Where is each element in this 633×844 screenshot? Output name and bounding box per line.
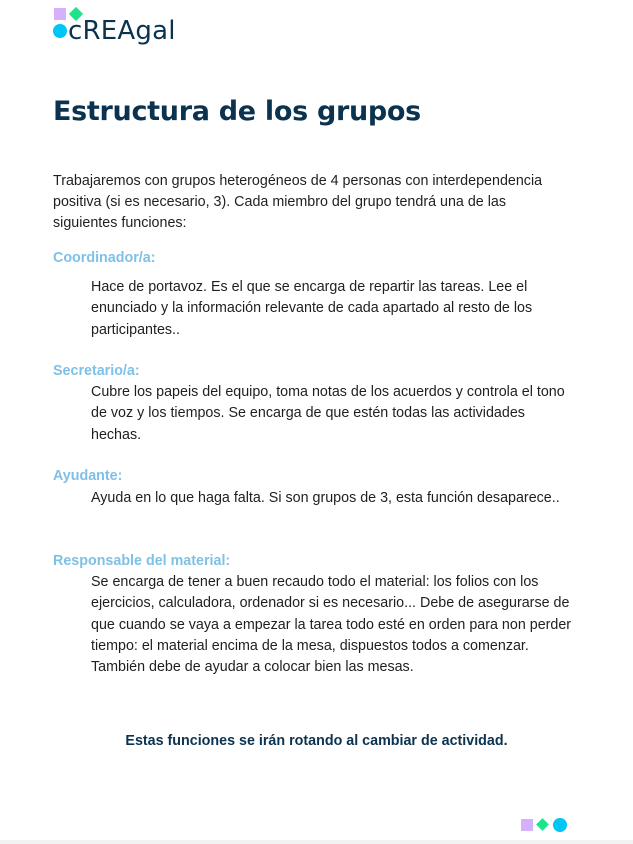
role-label-coordinador: Coordinador/a: (53, 250, 156, 266)
footer-circle-icon (553, 818, 567, 832)
role-desc-responsable-material: Se encarga de tener a buen recaudo todo el material: los folios con los ejercicios, calculadora, ordenador si es necesario... Debe de asegurarse de que cuando se vaya a empezar la tarea todo esté en orden para non perder tiempo: el material encima de la mesa, dispuestos todos a comenzar. También debe de ayudar a colocar bien las mesas. (91, 574, 572, 676)
footer-brand-mark (521, 818, 571, 832)
intro-paragraph: Trabajaremos con grupos heterogéneos de 4 personas con interdependencia positiva (si es necesario, 3). Cada miembro del grupo tendrá una de las siguientes funciones: (53, 173, 543, 231)
page-title: Estructura de los grupos (53, 96, 421, 127)
page-bottom-edge (0, 840, 633, 844)
logo-circle-icon (53, 24, 67, 38)
logo-wordmark: cREAgal (68, 16, 176, 46)
role-desc-secretario: Cubre los papeis del equipo, toma notas de los acuerdos y controla el tono de voz y los tiempos. Se encarga de que estén todas las actividades hechas. (91, 384, 565, 443)
footer-diamond-icon (536, 818, 549, 831)
role-label-ayudante: Ayudante: (53, 468, 123, 484)
role-desc-ayudante: Ayuda en lo que haga falta. Si son grupos de 3, esta función desaparece.. (91, 490, 560, 506)
creagal-logo (53, 6, 183, 46)
role-label-secretario: Secretario/a: (53, 363, 140, 379)
role-desc-coordinador: Hace de portavoz. Es el que se encarga de repartir las tareas. Lee el enunciado y la información relevante de cada apartado al resto de los participantes.. (91, 279, 533, 338)
footer-square-icon (521, 819, 533, 831)
closing-note: Estas funciones se irán rotando al cambiar de actividad. (125, 733, 508, 749)
role-label-responsable-material: Responsable del material: (53, 553, 231, 569)
logo-square-icon (54, 8, 66, 20)
